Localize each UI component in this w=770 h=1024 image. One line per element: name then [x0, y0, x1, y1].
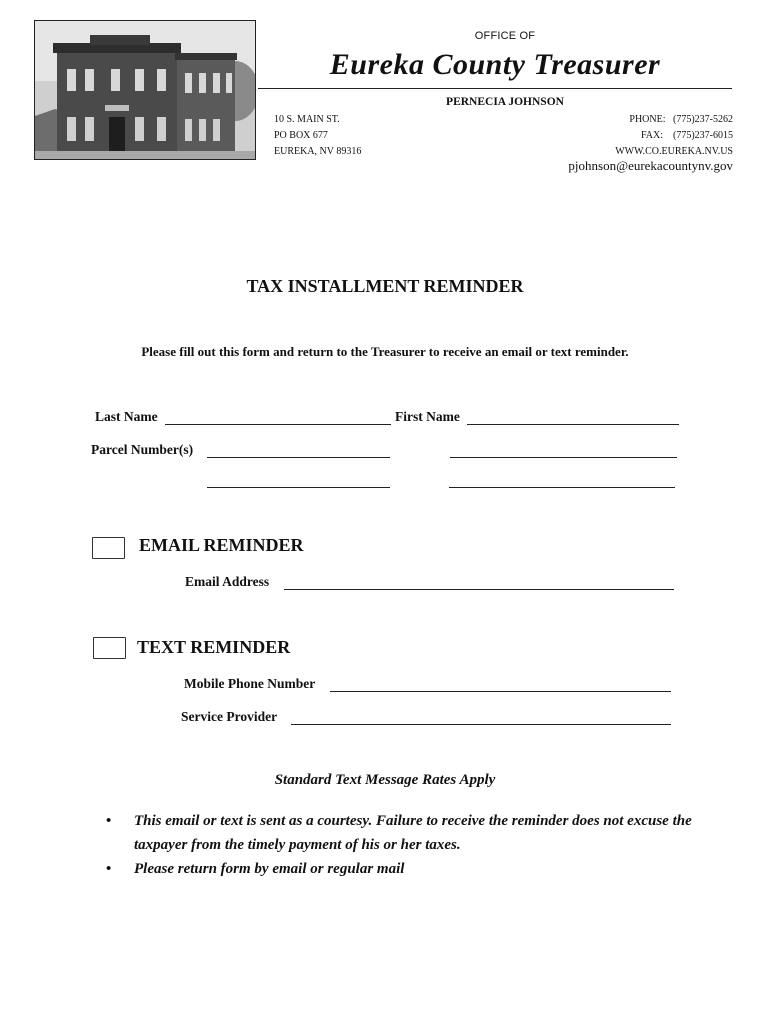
treasurer-name: PERNECIA JOHNSON	[446, 96, 564, 108]
office-name: Eureka County Treasurer	[329, 48, 661, 81]
header-divider	[258, 88, 732, 89]
contact-email-link[interactable]: pjohnson@eurekacountynv.gov	[568, 158, 733, 173]
list-item	[106, 857, 726, 881]
email-address-field[interactable]	[284, 589, 674, 590]
parcel-number-field-2[interactable]	[450, 457, 677, 458]
text-reminder-checkbox[interactable]	[93, 637, 126, 659]
last-name-field[interactable]	[165, 424, 391, 425]
courthouse-illustration	[35, 21, 255, 159]
bullet-icon: •	[106, 861, 112, 877]
parcel-number-field-3[interactable]	[207, 487, 390, 488]
list-item	[106, 809, 726, 857]
mailing-address	[274, 112, 361, 160]
email-reminder-heading: EMAIL REMINDER	[139, 535, 304, 555]
mobile-phone-field[interactable]	[330, 691, 671, 692]
parcel-number-field-1[interactable]	[207, 457, 390, 458]
phone-number: PHONE: (775)237-5262	[629, 114, 733, 125]
return-note: Please return form by email or regular mail	[134, 861, 405, 877]
courtesy-note: This email or text is sent as a courtesy. Failure to receive the reminder does not excuse the taxpayer from the timely payment of his or her taxes.	[134, 813, 692, 853]
parcel-number-label: Parcel Number(s)	[91, 442, 194, 457]
email-address-label: Email Address	[185, 574, 270, 589]
first-name-label: First Name	[395, 409, 460, 424]
contact-info	[615, 112, 733, 160]
bullet-icon: •	[106, 813, 112, 829]
address-line: PO BOX 677	[274, 130, 328, 141]
service-provider-field[interactable]	[291, 724, 671, 725]
fax-number: FAX: (775)237-6015	[640, 130, 733, 141]
service-provider-label: Service Provider	[181, 709, 278, 724]
mobile-phone-label: Mobile Phone Number	[184, 676, 316, 691]
address-line: EUREKA, NV 89316	[274, 146, 362, 157]
first-name-field[interactable]	[467, 424, 679, 425]
email-reminder-checkbox[interactable]	[92, 537, 125, 559]
notes-list	[106, 809, 726, 881]
address-line: 10 S. MAIN ST.	[274, 114, 340, 125]
website-link[interactable]: WWW.CO.EUREKA.NV.US	[615, 146, 733, 157]
courthouse-photo	[34, 20, 256, 160]
text-reminder-heading: TEXT REMINDER	[137, 637, 291, 657]
last-name-label: Last Name	[95, 409, 158, 424]
form-instructions: Please fill out this form and return to the Treasurer to receive an email or text reminder.	[141, 344, 629, 359]
form-title: TAX INSTALLMENT REMINDER	[246, 276, 524, 296]
text-rates-note: Standard Text Message Rates Apply	[274, 772, 496, 788]
office-of-label: OFFICE OF	[474, 30, 536, 42]
parcel-number-field-4[interactable]	[449, 487, 675, 488]
